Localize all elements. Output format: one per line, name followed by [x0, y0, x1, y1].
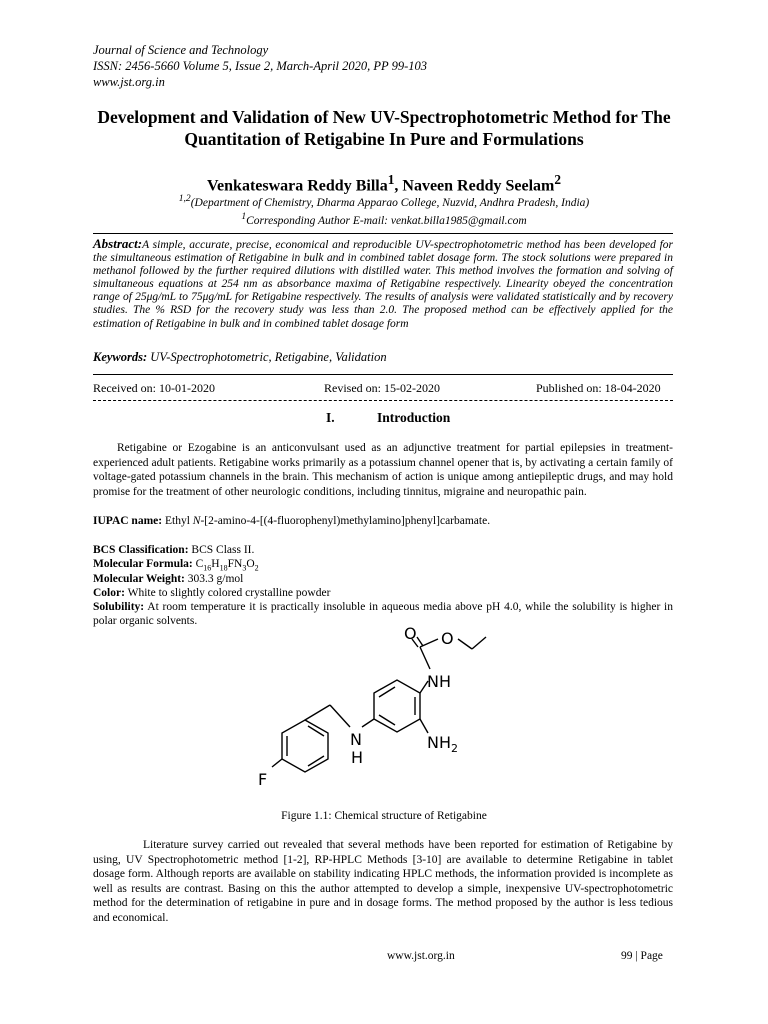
author-separator: , [394, 177, 403, 195]
atom-nh2 [427, 733, 458, 755]
color-label: Color: [93, 587, 125, 599]
formula-o: O [246, 558, 255, 570]
journal-name: Journal of Science and Technology [93, 43, 269, 57]
figure-caption: Figure 1.1: Chemical structure of Retigabine [281, 810, 487, 822]
date-published: Published on: 18-04-2020 [536, 381, 661, 395]
intro-paragraph: Retigabine or Ezogabine is an anticonvulsant used as an adjunctive treatment for partial epilepsies in treatment-experienced adult patients. Retigabine works primarily as a potassium channel opener that is, by activating a certain family of voltage-gated potassium channels in the brain. This mechanism of action is unique among antiepileptic drugs, and may hold promise for the treatment of other neurologic conditions, including tinnitus, migraine and neuropathic pain. [93, 442, 673, 498]
atom-nh: NH [427, 672, 451, 691]
author-2: Naveen Reddy Seelam [402, 177, 555, 195]
literature-paragraph: Literature survey carried out revealed that several methods have been reported for estimation of Retigabine by using, UV Spectrophotometric method [1-2], RP-HPLC Methods [3-10] are available to determine Retigabine in tablet dosage form. Although reports are available on stability indicating HPLC methods, the information provided is incomplete as well as results are contrast. Basing on this the author attempted to develop a simple, inexpensive UV-spectrophotometric method for the determination of retigabine in pure and in dosage forms. The method proposed by the author is less tedious and economical. [93, 839, 673, 924]
iupac-post: -[2-amino-4-[(4-fluorophenyl)methylamino]phenyl]carbamate. [200, 515, 491, 527]
section-number: I. [326, 410, 335, 425]
atom-nh2-text: NH [427, 733, 451, 752]
formula-label: Molecular Formula: [93, 558, 193, 570]
weight-label: Molecular Weight: [93, 573, 185, 585]
divider-keywords [93, 374, 673, 375]
abstract-label: Abstract: [93, 236, 143, 251]
keywords-label: Keywords: [93, 350, 148, 364]
formula-c: C [195, 558, 204, 570]
iupac-name [93, 514, 673, 528]
paper-title: Development and Validation of New UV-Spectrophotometric Method for The Quantitation of Retigabine In Pure and Formulations [97, 107, 671, 149]
atom-h-amine: H [351, 748, 364, 767]
solubility [93, 600, 673, 628]
journal-header [93, 42, 427, 90]
footer-website: www.jst.org.in [387, 950, 455, 962]
footer-page: 99 | Page [621, 950, 663, 962]
corresponding-author: Corresponding Author E-mail: venkat.billa1985@gmail.com [246, 215, 527, 228]
atom-o-ester: O [441, 629, 454, 648]
author-1: Venkateswara Reddy Billa [206, 177, 388, 195]
color [93, 586, 673, 600]
retigabine-structure [250, 625, 500, 795]
divider-dates [93, 400, 673, 401]
journal-issn: ISSN: 2456-5660 Volume 5, Issue 2, March-April 2020, PP 99-103 [93, 59, 427, 73]
formula-h-count: 18 [219, 563, 228, 573]
abstract [93, 237, 673, 331]
section-title: Introduction [377, 410, 451, 425]
iupac-label: IUPAC name: [93, 515, 163, 527]
keywords-text: UV-Spectrophotometric, Retigabine, Validation [150, 350, 387, 364]
iupac-pre: Ethyl [164, 515, 193, 527]
weight-value: 303.3 g/mol [187, 573, 244, 585]
formula-c-count: 16 [203, 563, 212, 573]
structure-atom-labels [258, 625, 458, 789]
author-1-sup: 1 [387, 172, 395, 187]
formula-fn: FN [227, 558, 243, 570]
atom-f: F [258, 770, 268, 789]
intro-section [93, 441, 673, 499]
bcs-label: BCS Classification: [93, 544, 189, 556]
iupac-italic: N [192, 515, 201, 527]
formula-h: H [211, 558, 220, 570]
formula-o-count: 2 [254, 563, 259, 573]
bcs-classification [93, 543, 673, 557]
affiliation-text: (Department of Chemistry, Dharma Apparao College, Nuzvid, Andhra Pradesh, India) [190, 196, 590, 209]
affiliation-sup: 1,2 [178, 193, 191, 204]
molecular-weight [93, 572, 673, 586]
atom-o-carbonyl: O [404, 625, 417, 643]
date-revised: Revised on: 15-02-2020 [324, 381, 440, 395]
solubility-value: At room temperature it is practically insoluble in aqueous media above pH 4.0, while the solubility is higher in polar organic solvents. [93, 601, 673, 627]
divider-top [93, 233, 673, 234]
formula-n-count: 3 [242, 563, 247, 573]
literature-section [93, 838, 673, 926]
color-value: White to slightly colored crystalline powder [127, 587, 331, 599]
date-received: Received on: 10-01-2020 [93, 381, 215, 395]
corresponding-sup: 1 [241, 211, 247, 223]
bcs-value: BCS Class II. [191, 544, 255, 556]
atom-nh2-sub: 2 [451, 742, 458, 755]
abstract-text: A simple, accurate, precise, economical and reproducible UV-spectrophotometric method has been developed for the simultaneous estimation of Retigabine in bulk and in combined tablet dosage form. The stock solutions were prepared in methanol followed by the further required dilutions with distilled water. This method involves the formation and solving of simultaneous equations at 254 nm as absorbance maxima of Retigabine respectively. Linearity obeyed the concentration range of 25μg/mL to 75μg/mL for Retigabine respectively. The results of analysis were validated statistically and by recovery studies. The % RSD for the recovery study was less than 2.0. The proposed method can be effectively applied for the estimation of Retigabine in bulk and in combined tablet dosage form [93, 239, 673, 330]
author-2-sup: 2 [554, 172, 562, 187]
solubility-label: Solubility: [93, 601, 145, 613]
keywords [93, 350, 673, 365]
atom-n-amine: N [350, 730, 362, 749]
affiliation [60, 192, 708, 229]
journal-website: www.jst.org.in [93, 75, 165, 89]
